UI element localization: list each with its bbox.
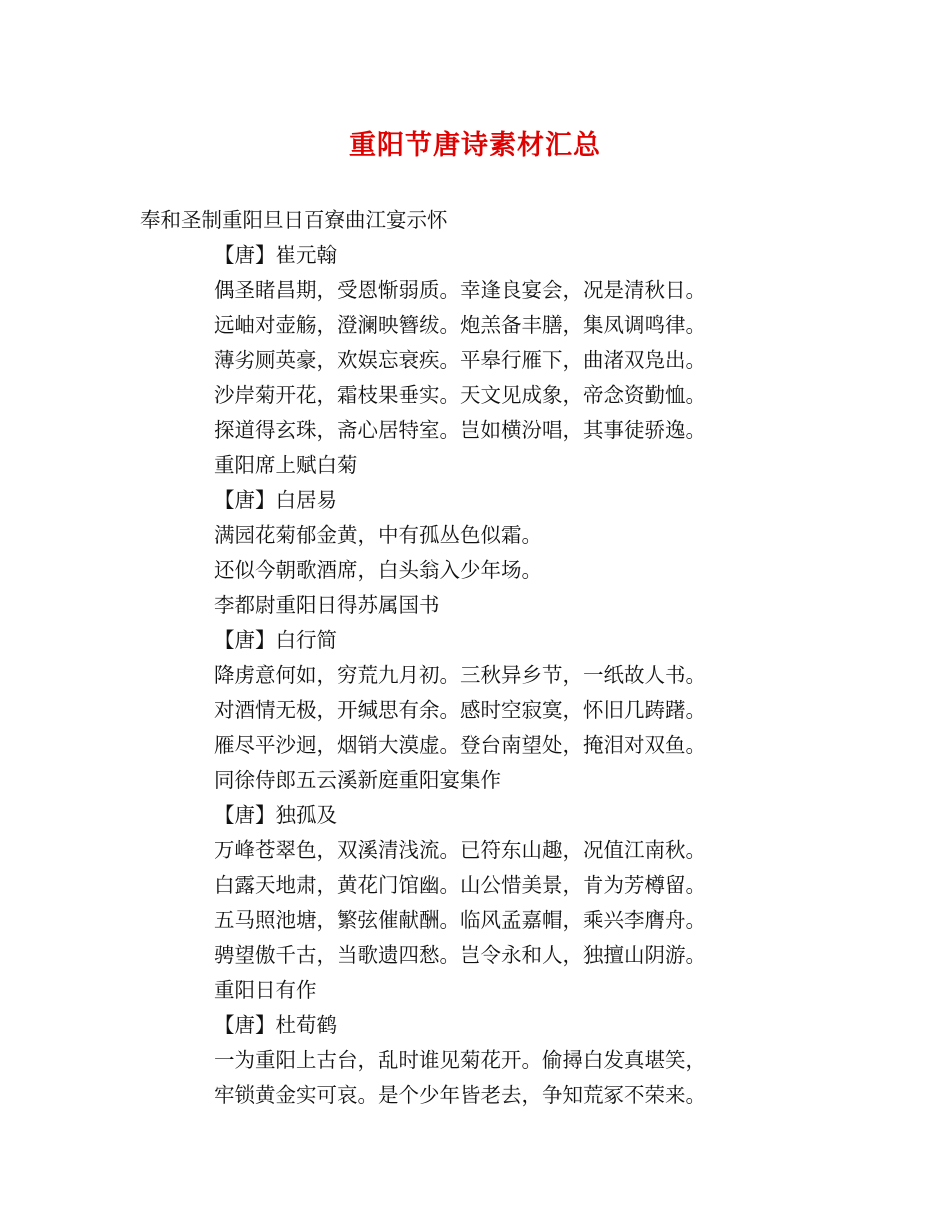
poem-line: 牢锁黄金实可哀。是个少年皆老去，争知荒冢不荣来。: [214, 1083, 706, 1107]
poem-line: 骋望傲千古，当歌遗四愁。岂令永和人，独擅山阴游。: [214, 943, 706, 967]
poem-line: 偶圣睹昌期，受恩惭弱质。幸逢良宴会，况是清秋日。: [214, 278, 706, 302]
poem-title: 李都尉重阳日得苏属国书: [214, 593, 440, 617]
poem-author: 【唐】白居易: [214, 488, 337, 512]
poem-title: 重阳席上赋白菊: [214, 453, 358, 477]
poem-author: 【唐】崔元翰: [214, 243, 337, 267]
poem-author: 【唐】独孤及: [214, 803, 337, 827]
poem-line: 五马照池塘，繁弦催献酬。临风孟嘉帽，乘兴李膺舟。: [214, 908, 706, 932]
poem-title: 重阳日有作: [214, 978, 317, 1002]
poem-author: 【唐】杜荀鹤: [214, 1013, 337, 1037]
poem-title: 同徐侍郎五云溪新庭重阳宴集作: [214, 768, 501, 792]
poem-title: 奉和圣制重阳旦日百寮曲江宴示怀: [140, 208, 448, 232]
document-title: 重阳节唐诗素材汇总: [349, 130, 601, 161]
poem-line: 雁尽平沙迥，烟销大漠虚。登台南望处，掩泪对双鱼。: [214, 733, 706, 757]
poem-line: 满园花菊郁金黄，中有孤丛色似霜。: [214, 523, 542, 547]
poem-line: 远岫对壶觞，澄澜映簪绂。炮羔备丰膳，集凤调鸣律。: [214, 313, 706, 337]
poem-line: 探道得玄珠，斋心居特室。岂如横汾唱，其事徒骄逸。: [214, 418, 706, 442]
poem-line: 薄劣厕英豪，欢娱忘衰疾。平皋行雁下，曲渚双凫出。: [214, 348, 706, 372]
poem-line: 还似今朝歌酒席，白头翁入少年场。: [214, 558, 542, 582]
poem-line: 一为重阳上古台，乱时谁见菊花开。偷撏白发真堪笑，: [214, 1048, 706, 1072]
poem-line: 万峰苍翠色，双溪清浅流。已符东山趣，况值江南秋。: [214, 838, 706, 862]
poem-line: 沙岸菊开花，霜枝果垂实。天文见成象，帝念资勤恤。: [214, 383, 706, 407]
poem-author: 【唐】白行简: [214, 628, 337, 652]
poem-line: 降虏意何如，穷荒九月初。三秋异乡节，一纸故人书。: [214, 663, 706, 687]
poem-line: 白露天地肃，黄花门馆幽。山公惜美景，肯为芳樽留。: [214, 873, 706, 897]
poem-line: 对酒情无极，开缄思有余。感时空寂寞，怀旧几踌躇。: [214, 698, 706, 722]
